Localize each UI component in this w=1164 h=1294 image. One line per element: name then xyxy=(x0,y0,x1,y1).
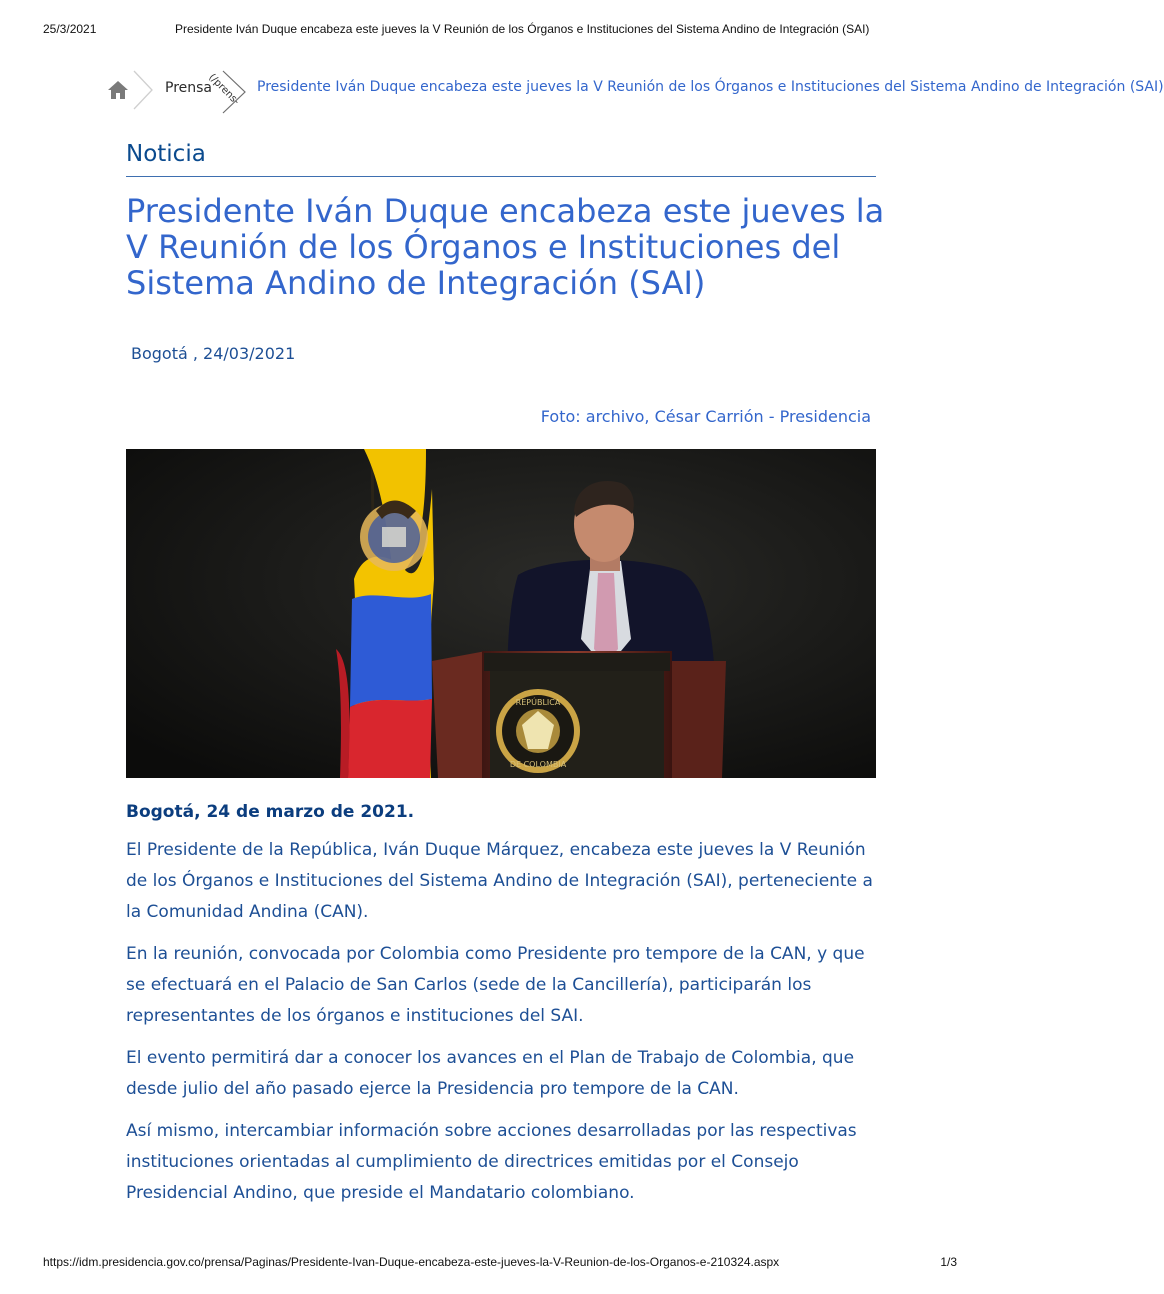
home-icon[interactable] xyxy=(106,78,130,102)
print-header xyxy=(43,22,957,40)
print-document-title: Presidente Iván Duque encabeza este jueves la V Reunión de los Órganos e Instituciones del Sistema Andino de Integración (SAI) xyxy=(175,22,870,36)
breadcrumb-item-prensa[interactable]: Prensa xyxy=(165,80,213,96)
podium-seal-bottom-text: DE COLOMBIA xyxy=(509,760,567,769)
article-paragraph: En la reunión, convocada por Colombia como Presidente pro tempore de la CAN, y que se efectuará en el Palacio de San Carlos (sede de la Cancillería), participarán los representantes de los órganos e instituciones del SAI. xyxy=(126,944,865,1026)
print-footer xyxy=(43,1255,957,1273)
podium-seal-top-text: REPÚBLICA xyxy=(515,698,561,707)
article-paragraph: El evento permitirá dar a conocer los avances en el Plan de Trabajo de Colombia, que desde julio del año pasado ejerce la Presidencia pro tempore de la CAN. xyxy=(126,1048,855,1099)
breadcrumb-item-current[interactable]: Presidente Iván Duque encabeza este jueves la V Reunión de los Órganos e Instituciones del Sistema Andino de Integración (SAI) xyxy=(257,79,1164,95)
article-paragraph: El Presidente de la República, Iván Duque Márquez, encabeza este jueves la V Reunión de los Órganos e Instituciones del Sistema Andino de Integración (SAI), perteneciente a la Comunidad Andina (CAN). xyxy=(126,840,873,922)
article-dateline: Bogotá , 24/03/2021 xyxy=(131,344,296,363)
article-body xyxy=(126,797,886,1220)
article-headline: Presidente Iván Duque encabeza este jueves la V Reunión de los Órganos e Instituciones del Sistema Andino de Integración (SAI) xyxy=(126,192,885,302)
breadcrumb xyxy=(106,70,1164,110)
print-url: https://idm.presidencia.gov.co/prensa/Paginas/Presidente-Ivan-Duque-encabeza-este-jueves-la-V-Reunion-de-los-Organos-e-210324.aspx xyxy=(43,1255,780,1269)
section-label: Noticia xyxy=(126,141,206,167)
photo-credit: Foto: archivo, César Carrión - Presidencia xyxy=(540,407,871,426)
breadcrumb-separator-icon xyxy=(219,70,249,118)
article-paragraph: Así mismo, intercambiar información sobre acciones desarrolladas por las respectivas instituciones orientadas al cumplimiento de directrices emitidas por el Consejo Presidencial Andino, que preside el Mandatario colombiano. xyxy=(126,1121,857,1203)
breadcrumb-item-url: (/prens- xyxy=(206,72,242,108)
article-photo xyxy=(126,449,876,778)
article-lead: Bogotá, 24 de marzo de 2021. xyxy=(126,802,415,822)
page-number: 1/3 xyxy=(940,1255,957,1269)
print-date: 25/3/2021 xyxy=(43,22,97,36)
breadcrumb-separator-icon xyxy=(132,70,154,114)
section-divider xyxy=(126,176,876,177)
podium xyxy=(432,651,726,778)
